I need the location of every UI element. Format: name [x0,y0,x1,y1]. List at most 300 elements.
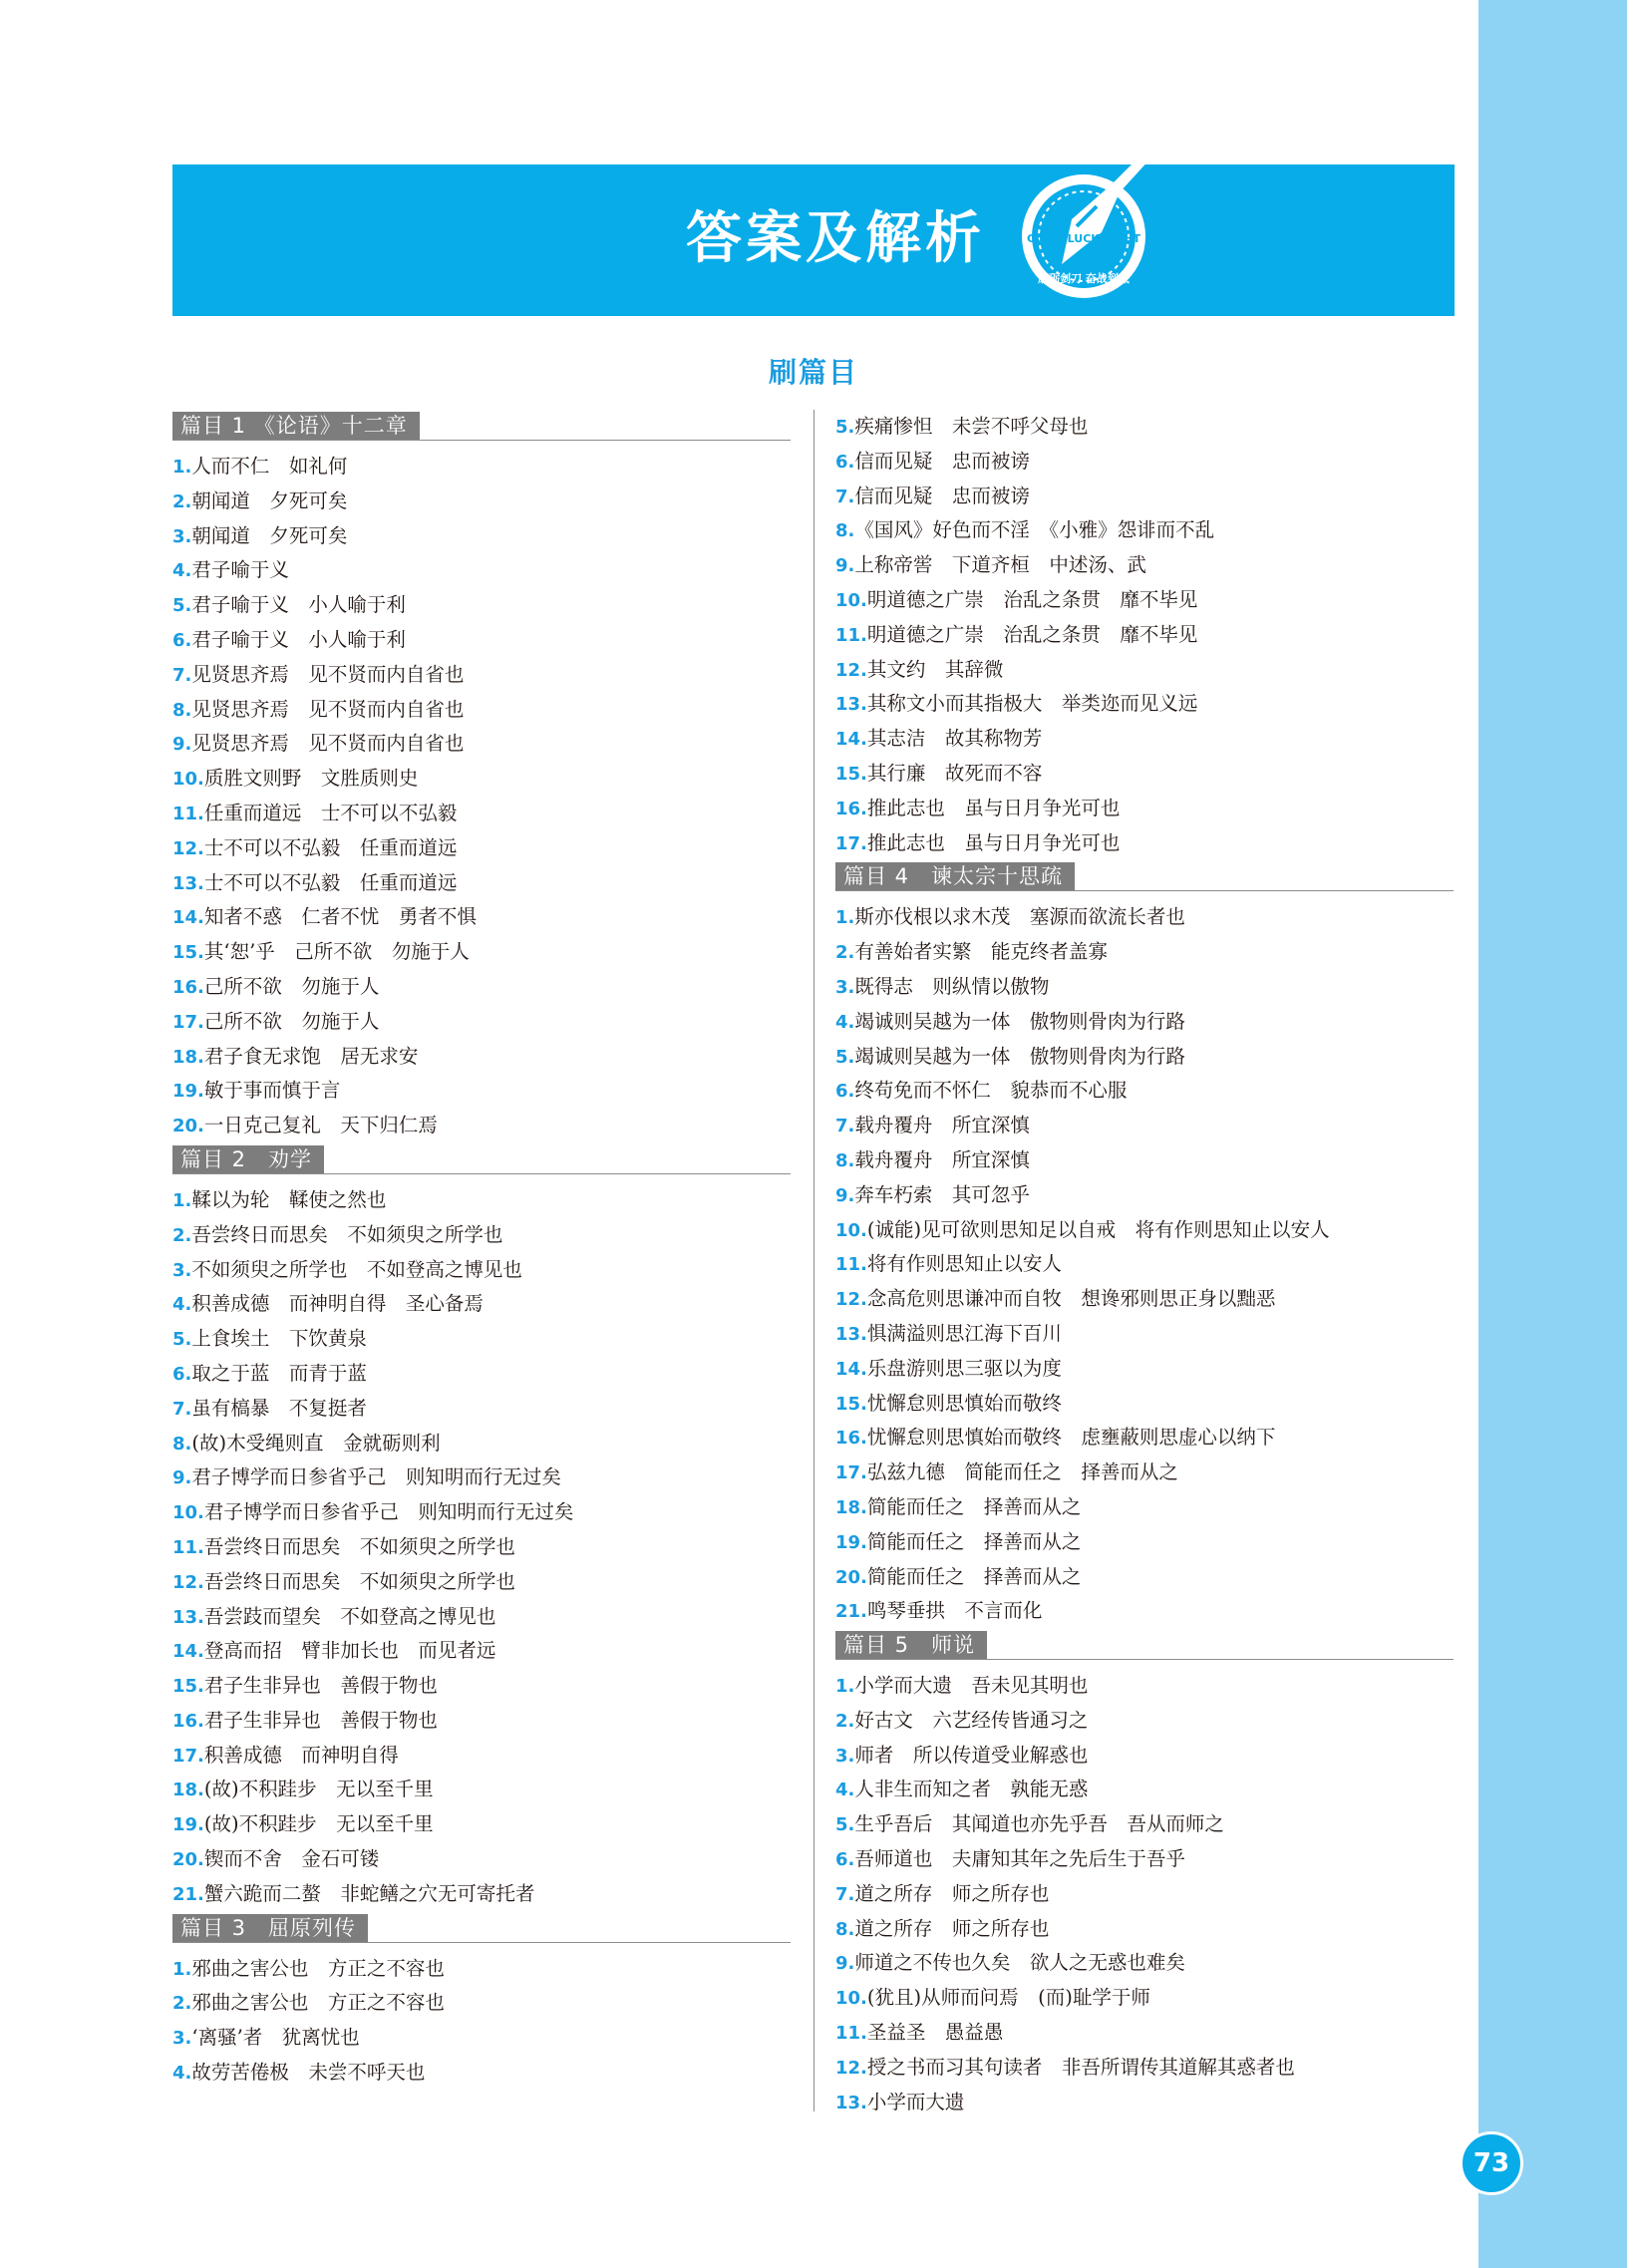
side-color-strip [1478,0,1627,2268]
answer-text: 蟹六跪而二螯 非蛇鳝之穴无可寄托者 [203,1881,535,1905]
answer-number: 4. [172,560,192,582]
answer-text: 知者不惑 仁者不忧 勇者不惧 [203,905,477,929]
answer-number: 5. [172,1329,192,1351]
answer-number: 14. [835,1358,867,1380]
answer-number: 12. [835,1289,867,1311]
answer-text: 既得志 则纵情以傲物 [854,974,1050,998]
answer-number: 19. [172,1081,204,1103]
answer-number: 19. [172,1814,204,1836]
answer-item [835,1877,1454,1912]
answer-text: 敏于事而慎于言 [203,1079,341,1103]
answer-number: 8. [835,1918,855,1940]
answer-number: 8. [835,1149,855,1171]
left-column [172,410,791,2091]
answer-number: 1. [172,1189,192,1211]
answer-item [835,792,1454,826]
answer-number: 17. [172,1011,204,1033]
answer-text: 奔车朽索 其可忽乎 [854,1182,1030,1206]
answer-text: (故)木受绳则直 金就砺则利 [191,1431,441,1455]
answer-text: 其文约 其辞微 [866,657,1004,681]
answer-number: 2. [172,1224,192,1246]
badge-top-text: GOOD LUCK FIGHT [1026,232,1141,245]
answer-text: (故)不积跬步 无以至千里 [203,1778,434,1801]
answer-number: 20. [172,1116,204,1137]
answer-text: 不如须臾之所学也 不如登高之博见也 [191,1257,522,1281]
answer-number: 21. [172,1883,204,1905]
answer-number: 13. [172,872,204,894]
answer-item [835,1704,1454,1739]
answer-text: 生乎吾后 其闻道也亦先乎吾 吾从而师之 [854,1812,1224,1836]
answer-item [172,1565,791,1600]
answer-text: 推此志也 虽与日月争光可也 [866,796,1121,819]
answer-item [172,1005,791,1040]
answer-item [172,1986,791,2021]
answer-number: 6. [835,1849,855,1871]
answer-text: 士不可以不弘毅 任重而道远 [203,835,458,859]
answer-text: 君子喻于义 小人喻于利 [191,593,406,617]
answer-item [835,1109,1454,1143]
answer-number: 3. [835,976,855,998]
answer-number: 9. [835,1953,855,1975]
answer-number: 10. [172,769,204,791]
answer-item [172,1357,791,1392]
answer-text: 上称帝喾 下道齐桓 中述汤、武 [854,553,1146,577]
answer-text: 吾师道也 夫庸知其年之先后生于吾乎 [854,1847,1185,1871]
answer-item [172,1109,791,1143]
answer-text: 推此志也 虽与日月争光可也 [866,830,1121,854]
answer-number: 4. [172,2063,192,2085]
answer-number: 20. [172,1849,204,1871]
answer-number: 2. [172,1993,192,2015]
answer-item [172,1952,791,1987]
answer-item [172,1427,791,1461]
answer-number: 8. [172,1433,192,1455]
answer-item [172,831,791,866]
answer-text: 载舟覆舟 所宜深慎 [854,1114,1030,1137]
answer-item [835,1317,1454,1352]
answer-item [172,658,791,693]
answer-number: 3. [835,1745,855,1767]
answer-number: 3. [172,1259,192,1281]
answer-text: 取之于蓝 而青于蓝 [191,1361,367,1385]
answer-number: 7. [835,1116,855,1137]
answer-number: 1. [172,457,192,478]
answer-number: 12. [835,659,867,681]
answer-section [835,860,1454,1629]
answer-text: 见贤思齐焉 见不贤而内自省也 [191,697,465,721]
answer-number: 13. [835,2092,867,2113]
answer-text: 有善始者实繁 能克终者盖寡 [854,940,1108,964]
answer-item [835,1456,1454,1490]
answer-item [172,1634,791,1669]
answer-text: 士不可以不弘毅 任重而道远 [203,870,458,894]
answer-item [172,2056,791,2091]
answer-number: 10. [835,1988,867,2010]
answer-number: 20. [835,1566,867,1588]
answer-text: 其‘恕’乎 己所不欲 勿施于人 [203,940,470,964]
answer-item [172,693,791,728]
answer-number: 5. [172,595,192,617]
answer-number: 13. [835,1323,867,1345]
answer-text: 人而不仁 如礼何 [191,455,348,478]
answer-item [835,970,1454,1005]
answer-number: 8. [172,699,192,721]
answer-number: 1. [835,1676,855,1698]
section-heading-label: 篇目 2 劝学 [172,1145,324,1173]
answer-item [172,1877,791,1912]
answer-text: 朝闻道 夕死可矣 [191,523,348,547]
answer-item [835,1352,1454,1387]
answer-number: 16. [835,798,867,819]
answer-item [835,1560,1454,1595]
answer-text: 己所不欲 勿施于人 [203,1009,380,1033]
answer-text: 一日克己复礼 天下归仁焉 [203,1114,438,1137]
section-heading-rule [835,1659,1454,1660]
answer-number: 12. [835,2057,867,2079]
answer-section [835,1629,1454,2119]
answer-list [172,1183,791,1912]
section-heading [172,1143,791,1177]
answer-number: 6. [172,629,192,651]
answer-text: 积善成德 而神明自得 圣心备焉 [191,1292,484,1316]
answer-number: 16. [835,1428,867,1450]
answer-text: (故)不积跬步 无以至千里 [203,1812,434,1836]
answer-item [172,935,791,970]
answer-text: 师道之不传也久矣 欲人之无惑也难矣 [854,1951,1185,1975]
answer-item [835,583,1454,618]
answer-item [835,2016,1454,2051]
answer-item [172,866,791,901]
answer-text: 虽有槁暴 不复挺者 [191,1396,367,1420]
answer-item [835,513,1454,548]
section-heading [835,860,1454,894]
answer-text: 见贤思齐焉 见不贤而内自省也 [191,732,465,756]
answer-text: 将有作则思知止以安人 [866,1252,1062,1276]
answer-text: 积善成德 而神明自得 [203,1743,399,1767]
answer-number: 2. [835,1710,855,1732]
answer-item [835,1282,1454,1317]
answer-item [172,1183,791,1218]
answer-item [835,1773,1454,1807]
answer-number: 5. [835,1046,855,1068]
answer-text: 登高而招 臂非加长也 而见者远 [203,1639,496,1663]
answer-number: 14. [172,907,204,929]
answer-number: 15. [172,942,204,964]
answer-number: 4. [835,1780,855,1801]
answer-item [835,1669,1454,1704]
answer-item [835,1946,1454,1981]
answer-item [172,970,791,1005]
answer-text: 其行廉 故死而不容 [866,761,1043,785]
answer-text: (诚能)见可欲则思知足以自戒 将有作则思知止以安人 [866,1217,1330,1241]
answer-text: 上食埃土 下饮黄泉 [191,1327,367,1351]
answer-text: 其志洁 故其称物芳 [866,727,1043,751]
answer-list [835,410,1454,860]
answer-text: 小学而大遗 吾未见其明也 [854,1674,1089,1698]
answer-item [172,1807,791,1842]
answer-number: 8. [835,520,855,542]
answer-item [835,2086,1454,2120]
answer-item [835,935,1454,970]
answer-item [172,1600,791,1635]
pen-badge-icon [1002,115,1201,314]
answer-number: 11. [835,1254,867,1276]
answer-item [835,1525,1454,1560]
section-heading-label: 篇目 4 谏太宗十思疏 [835,862,1075,890]
answer-number: 9. [172,1467,192,1489]
answer-list [172,450,791,1143]
header-banner [172,164,1455,316]
answer-item [172,485,791,519]
answer-text: 吾尝终日而思矣 不如须臾之所学也 [191,1222,503,1246]
answer-text: 竭诚则吴越为一体 傲物则骨肉为行路 [854,1044,1185,1068]
answer-text: 见贤思齐焉 见不贤而内自省也 [191,662,465,686]
answer-item [172,1495,791,1530]
answer-item [172,1287,791,1322]
right-column [835,410,1454,2119]
answer-text: 吾尝终日而思矣 不如须臾之所学也 [203,1569,515,1593]
answer-number: 15. [172,1676,204,1698]
answer-number: 3. [172,525,192,547]
answer-text: 念高危则思谦冲而自牧 想谗邪则思正身以黜恶 [866,1287,1276,1311]
answer-item [172,2021,791,2056]
answer-number: 17. [835,1462,867,1484]
answer-number: 5. [835,417,855,438]
badge-bottom-text: 磨砺剑刀 奋战到底 [1038,272,1130,285]
answer-number: 18. [172,1780,204,1801]
answer-text: 好古文 六艺经传皆通习之 [854,1708,1089,1732]
answer-number: 17. [172,1745,204,1767]
answer-item [172,1739,791,1774]
answer-text: 鞣以为轮 鞣使之然也 [191,1187,387,1211]
answer-number: 13. [835,694,867,716]
answer-item [172,1704,791,1739]
answer-item [835,2051,1454,2086]
answer-text: 君子博学而日参省乎己 则知明而行无过矣 [203,1500,574,1524]
answer-number: 11. [172,1536,204,1558]
answer-item [835,548,1454,583]
answer-number: 11. [172,803,204,824]
answer-text: 邪曲之害公也 方正之不容也 [191,1991,445,2015]
answer-number: 17. [835,832,867,854]
answer-item [835,722,1454,757]
answer-item [172,450,791,485]
section-heading-rule [172,440,791,441]
answer-text: 信而见疑 忠而被谤 [854,449,1030,473]
answer-text: 简能而任之 择善而从之 [866,1529,1082,1553]
answer-text: 吾尝终日而思矣 不如须臾之所学也 [203,1534,515,1558]
answer-number: 1. [172,1958,192,1980]
answer-text: 竭诚则吴越为一体 傲物则骨肉为行路 [854,1009,1185,1033]
answer-number: 13. [172,1606,204,1628]
answer-item [835,757,1454,792]
answer-item [172,762,791,797]
answer-number: 2. [835,942,855,964]
answer-text: (犹且)从师而问焉 (而)耻学于师 [866,1986,1150,2010]
section-heading-label: 篇目 1 《论语》十二章 [172,412,420,440]
answer-text: 君子生非异也 善假于物也 [203,1708,438,1732]
answer-item [172,900,791,935]
answer-number: 21. [835,1601,867,1623]
section-title: 刷篇目 [768,356,858,389]
answer-text: 简能而任之 择善而从之 [866,1564,1082,1588]
answer-item [835,1912,1454,1947]
section-heading [172,410,791,444]
answer-item [172,1218,791,1253]
answer-item [172,1669,791,1704]
answer-number: 7. [835,1883,855,1905]
answer-number: 11. [835,2023,867,2045]
answer-text: 故劳苦倦极 未尝不呼天也 [191,2061,426,2085]
answer-text: 君子喻于义 小人喻于利 [191,627,406,651]
answer-item [835,1981,1454,2016]
answer-number: 14. [835,729,867,751]
answer-item [835,1594,1454,1629]
answer-item [835,1739,1454,1774]
answer-text: 君子博学而日参省乎己 则知明而行无过矣 [191,1465,561,1489]
answer-item [835,1178,1454,1213]
answer-item [835,1807,1454,1842]
answer-item [172,1530,791,1565]
answer-item [835,1421,1454,1456]
answer-number: 7. [835,486,855,507]
answer-number: 15. [835,1393,867,1415]
answer-item [835,410,1454,445]
answer-text: 君子喻于义 [191,558,289,582]
answer-item [172,1074,791,1109]
section-heading-label: 篇目 5 师说 [835,1631,987,1659]
section-heading [835,1629,1454,1663]
answer-number: 10. [835,1219,867,1241]
answer-number: 4. [835,1011,855,1033]
answer-text: 忧懈怠则思慎始而敬终 虑壅蔽则思虚心以纳下 [866,1426,1276,1450]
answer-item [172,1773,791,1807]
answer-text: 邪曲之害公也 方正之不容也 [191,1956,445,1980]
answer-item [172,1322,791,1357]
answer-number: 12. [172,837,204,859]
answer-number: 19. [835,1531,867,1553]
answer-item [172,1460,791,1495]
answer-item [835,900,1454,935]
answer-number: 10. [172,1502,204,1524]
answer-text: 小学而大遗 [866,2090,965,2113]
answer-text: 吾尝跂而望矣 不如登高之博见也 [203,1604,496,1628]
answer-item [172,1253,791,1288]
answer-text: 终苟免而不怀仁 貌恭而不心服 [854,1079,1128,1103]
answer-item [835,826,1454,861]
answer-item [835,1842,1454,1877]
section-heading-label: 篇目 3 屈原列传 [172,1914,368,1942]
answer-list [835,900,1454,1629]
answer-number: 4. [172,1294,192,1316]
answer-text: 明道德之广崇 治乱之条贯 靡不毕见 [866,587,1198,611]
answer-text: 斯亦伐根以求木茂 塞源而欲流长者也 [854,905,1185,929]
answer-item [172,727,791,762]
answer-item [172,1392,791,1427]
answer-item [172,797,791,831]
answer-text: 任重而道远 士不可以不弘毅 [203,801,458,824]
answer-number: 6. [835,451,855,473]
answer-item [835,1074,1454,1109]
answer-item [172,553,791,588]
answer-item [835,1143,1454,1178]
answer-number: 9. [835,555,855,577]
answer-text: 质胜文则野 文胜质则史 [203,767,419,791]
answer-list [835,1669,1454,2119]
answer-item [835,653,1454,688]
answer-text: 乐盘游则思三驱以为度 [866,1356,1062,1380]
answer-text: 师者 所以传道受业解惑也 [854,1743,1089,1767]
answer-number: 16. [172,1710,204,1732]
answer-section [172,1912,791,2091]
answer-text: 己所不欲 勿施于人 [203,974,380,998]
answer-text: 惧满溢则思江海下百川 [866,1321,1062,1345]
answer-number: 9. [172,734,192,756]
answer-item [835,1387,1454,1422]
answer-text: 君子生非异也 善假于物也 [203,1674,438,1698]
answer-text: 授之书而习其句读者 非吾所谓传其道解其惑者也 [866,2055,1295,2079]
answer-number: 14. [172,1641,204,1663]
answer-number: 6. [835,1081,855,1103]
answer-number: 10. [835,589,867,611]
section-heading-rule [835,890,1454,891]
section-heading [172,1912,791,1946]
answer-text: ‘离骚’者 犹离忧也 [191,2026,360,2050]
answer-item [172,588,791,623]
answer-number: 7. [172,1398,192,1420]
answer-number: 2. [172,490,192,512]
answer-number: 9. [835,1184,855,1206]
answer-text: 君子食无求饱 居无求安 [203,1044,419,1068]
answer-number: 11. [835,624,867,646]
answer-number: 18. [172,1046,204,1068]
answer-section [835,410,1454,860]
answer-text: 载舟覆舟 所宜深慎 [854,1147,1030,1171]
answer-text: 鸣琴垂拱 不言而化 [866,1599,1043,1623]
answer-item [835,1213,1454,1248]
answer-item [172,519,791,554]
answer-text: 人非生而知之者 孰能无惑 [854,1778,1089,1801]
answer-number: 15. [835,763,867,785]
answer-section [172,1143,791,1912]
answer-text: 圣益圣 愚益愚 [866,2021,1004,2045]
answer-item [835,1040,1454,1075]
answer-number: 16. [172,976,204,998]
answer-item [835,687,1454,722]
answer-item [172,623,791,658]
answer-item [835,480,1454,514]
answer-text: 弘兹九德 简能而任之 择善而从之 [866,1460,1178,1484]
answer-item [835,1247,1454,1282]
answer-text: 疾痛惨怛 未尝不呼父母也 [854,415,1089,438]
answer-item [835,1005,1454,1040]
section-heading-rule [172,1173,791,1174]
answer-number: 18. [835,1496,867,1518]
answer-list [172,1952,791,2091]
answer-number: 7. [172,664,192,686]
answer-number: 1. [835,907,855,929]
answer-number: 3. [172,2028,192,2050]
answer-section [172,410,791,1143]
answer-text: 道之所存 师之所存也 [854,1916,1050,1940]
answer-text: 朝闻道 夕死可矣 [191,488,348,512]
section-heading-rule [172,1942,791,1943]
answer-text: 忧懈怠则思慎始而敬终 [866,1391,1062,1415]
answer-item [835,1490,1454,1525]
answer-text: 信而见疑 忠而被谤 [854,484,1030,507]
answer-item [835,445,1454,480]
answer-text: 《国风》好色而不淫 《小雅》怨诽而不乱 [854,518,1215,542]
